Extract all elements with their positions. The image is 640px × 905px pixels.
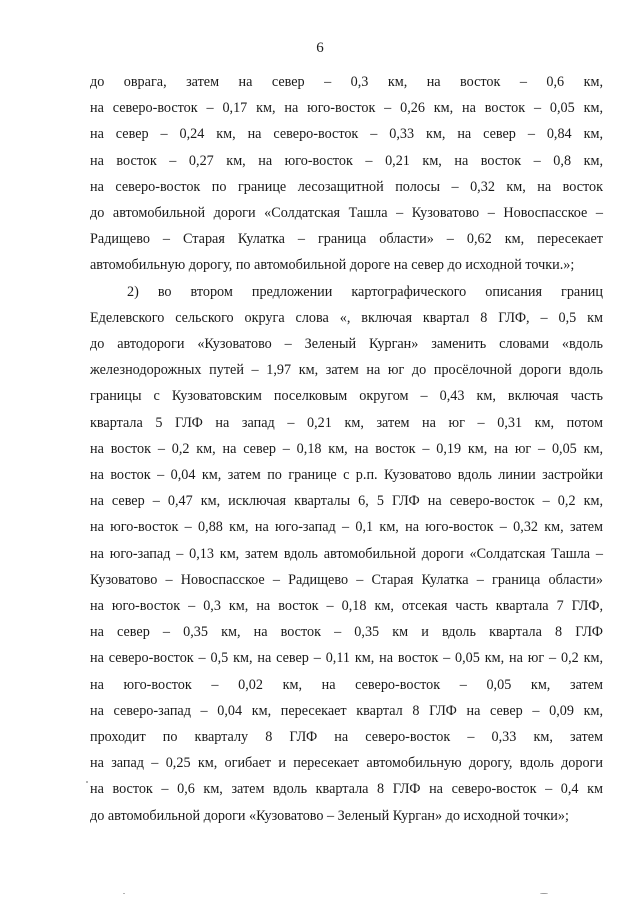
text-line: на восток – 0,2 км, на север – 0,18 км, на восток – 0,19 км, на юг – 0,05 км, [90,440,603,457]
text-line: 2) во втором предложении картографического описания границ [127,283,603,300]
scan-speck [540,893,548,894]
text-line: на северо-восток – 0,17 км, на юго-восток – 0,26 км, на восток – 0,05 км, [90,100,603,117]
text-line: на восток – 0,27 км, на юго-восток – 0,21 км, на восток – 0,8 км, [90,152,603,169]
text-line: на запад – 0,25 км, огибает и пересекает автомобильную дорогу, вдоль дороги [90,755,603,772]
text-line: границы с Кузоватовским поселковым округом – 0,43 км, включая часть [90,388,603,405]
page-number: 6 [316,40,324,56]
document-body [90,69,603,829]
text-line: Радищево – Старая Кулатка – граница области» – 0,62 км, пересекает [90,231,603,248]
text-line: железнодорожных путей – 1,97 км, затем на юг до просёлочной дороги вдоль [90,362,603,379]
paragraph-2 [90,279,603,829]
text-line: до автомобильной дороги «Кузоватово – Зеленый Курган» до исходной точки»; [90,807,569,824]
text-line: проходит по кварталу 8 ГЛФ на северо-восток – 0,33 км, затем [90,729,603,746]
text-line: на восток – 0,04 км, затем по границе с р.п. Кузоватово вдоль линии застройки [90,467,603,484]
text-line: автомобильную дорогу, по автомобильной дороге на север до исходной точки.»; [90,257,575,274]
scan-speck [123,893,125,894]
scan-speck [86,781,88,783]
text-line: на юго-запад – 0,13 км, затем вдоль автомобильной дороги «Солдатская Ташла – [90,545,603,562]
text-line: до оврага, затем на север – 0,3 км, на восток – 0,6 км, [90,74,603,90]
text-line: квартала 5 ГЛФ на запад – 0,21 км, затем на юг – 0,31 км, потом [90,414,603,431]
text-line: на северо-восток по границе лесозащитной полосы – 0,32 км, на восток [90,178,603,195]
text-line: на север – 0,24 км, на северо-восток – 0,33 км, на север – 0,84 км, [90,126,603,143]
text-line: Еделевского сельского округа слова «, включая квартал 8 ГЛФ, – 0,5 км [90,309,603,326]
paragraph-1 [90,69,603,279]
text-line: до автомобильной дороги «Солдатская Ташла – Кузоватово – Новоспасское – [90,205,603,222]
text-line: на северо-восток – 0,5 км, на север – 0,11 км, на восток – 0,05 км, на юг – 0,2 км, [90,650,603,667]
text-line: на север – 0,47 км, исключая кварталы 6, 5 ГЛФ на северо-восток – 0,2 км, [90,493,603,510]
text-line: на юго-восток – 0,3 км, на восток – 0,18 км, отсекая часть квартала 7 ГЛФ, [90,598,603,615]
text-line: Кузоватово – Новоспасское – Радищево – Старая Кулатка – граница области» [90,571,603,588]
text-line: до автодороги «Кузоватово – Зеленый Курган» заменить словами «вдоль [90,336,603,353]
text-line: на юго-восток – 0,02 км, на северо-восток – 0,05 км, затем [90,676,603,693]
text-line: на юго-восток – 0,88 км, на юго-запад – 0,1 км, на юго-восток – 0,32 км, затем [90,519,603,536]
text-line: на север – 0,35 км, на восток – 0,35 км и вдоль квартала 8 ГЛФ [90,624,603,641]
text-line: на восток – 0,6 км, затем вдоль квартала 8 ГЛФ на северо-восток – 0,4 км [90,781,603,798]
text-line: на северо-запад – 0,04 км, пересекает квартал 8 ГЛФ на север – 0,09 км, [90,702,603,719]
